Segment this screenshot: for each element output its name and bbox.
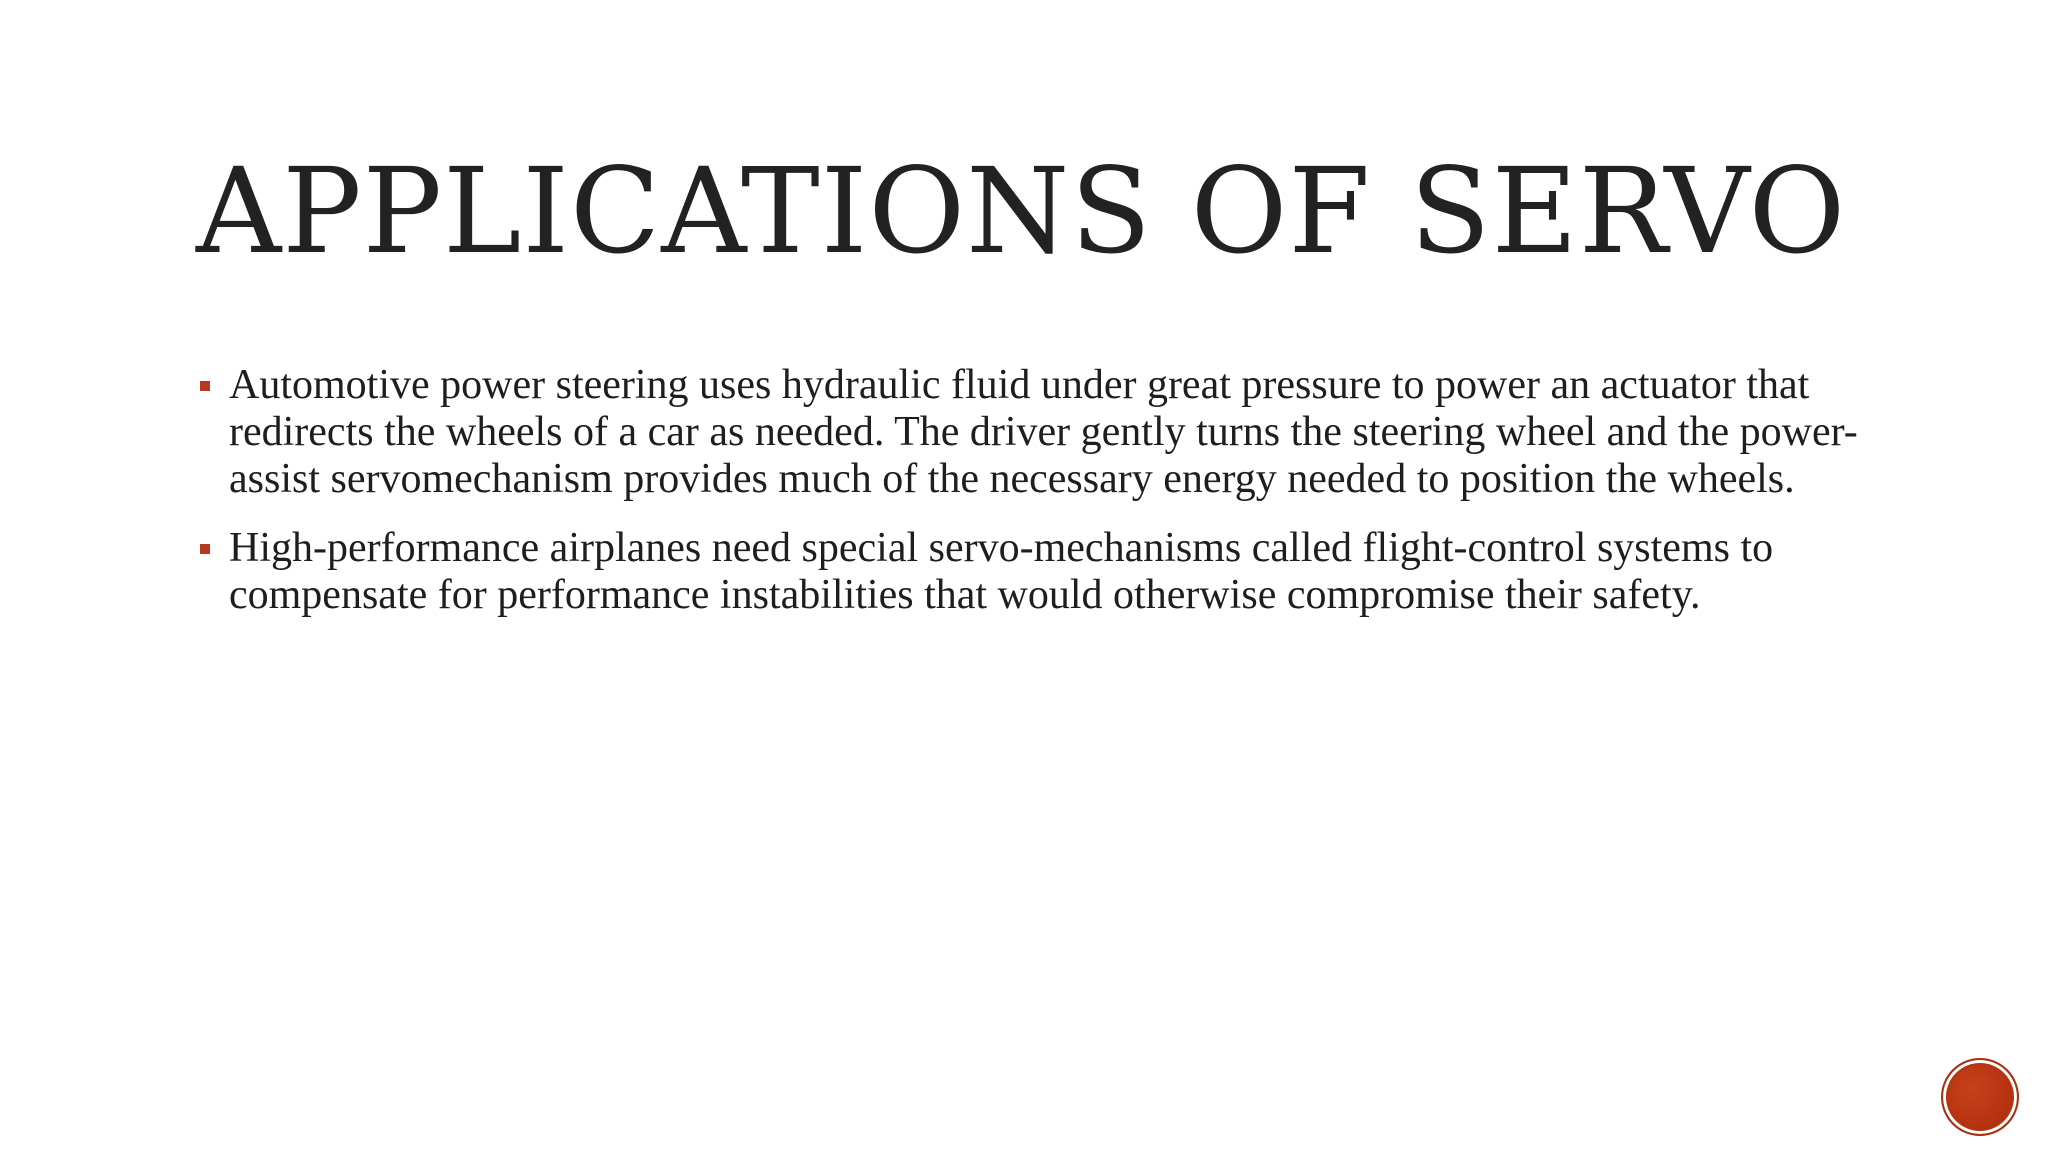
slide-nav-button[interactable] [1941,1058,2019,1136]
bullet-item [196,525,1916,619]
bullet-text: High-performance airplanes need special servo-mechanisms called flight-control systems to compensate for performance instabilities that would otherwise compromise their safety. [229,525,1774,618]
square-bullet-icon [200,544,210,554]
bullet-text: Automotive power steering uses hydraulic fluid under great pressure to power an actuator that redirects the wheels of a car as needed. The driver gently turns the steering wheel and the power-assist servomechanism provides much of the necessary energy needed to position the wheels. [229,362,1858,502]
bullet-item [196,362,1916,503]
slide-title: APPLICATIONS OF SERVO [196,142,1847,280]
bullet-list [196,362,1916,641]
square-bullet-icon [200,381,210,391]
